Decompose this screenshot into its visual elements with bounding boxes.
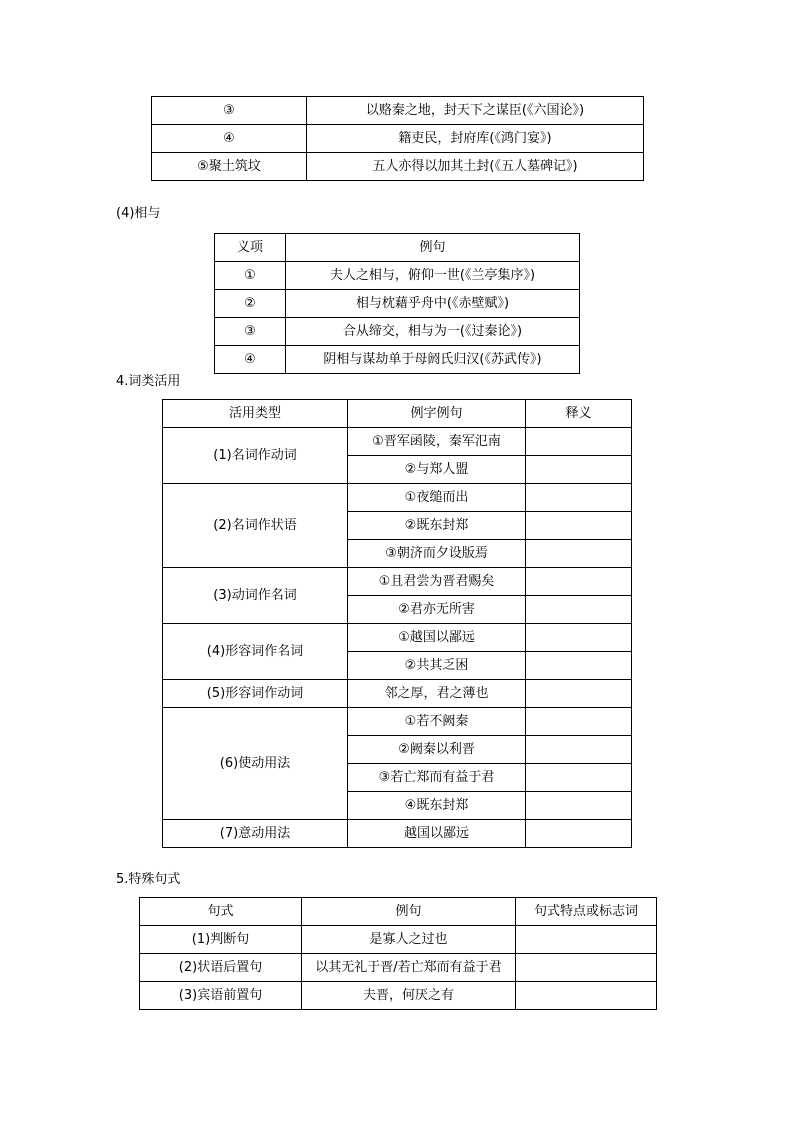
example-cell: 五人亦得以加其土封(《五人墓碑记》) [307, 153, 644, 181]
table-row [163, 568, 632, 596]
sense-cell: ④ [215, 346, 286, 374]
meaning-cell [526, 484, 632, 512]
word-usage-table [162, 399, 632, 848]
header-cell: 例句 [302, 898, 516, 926]
meaning-cell [526, 624, 632, 652]
table-row [163, 680, 632, 708]
table-row [152, 125, 644, 153]
example-cell: ①且君尝为晋君赐矣 [348, 568, 526, 596]
header-cell: 例字例句 [348, 400, 526, 428]
sense-table-feng [151, 96, 644, 181]
pattern-type-cell: (2)状语后置句 [140, 954, 302, 982]
table-row [215, 262, 580, 290]
meaning-cell [526, 764, 632, 792]
table-row [215, 318, 580, 346]
table-header-row [140, 898, 657, 926]
example-cell: 阴相与谋劫单于母阏氏归汉(《苏武传》) [286, 346, 580, 374]
feature-cell [516, 926, 657, 954]
example-cell: ①夜缒而出 [348, 484, 526, 512]
table-row [140, 926, 657, 954]
usage-type-cell: (1)名词作动词 [163, 428, 348, 484]
meaning-cell [526, 652, 632, 680]
usage-type-cell: (6)使动用法 [163, 708, 348, 820]
header-cell: 释义 [526, 400, 632, 428]
example-cell: 相与枕藉乎舟中(《赤壁赋》) [286, 290, 580, 318]
sense-cell: ⑤聚土筑坟 [152, 153, 307, 181]
table-row [163, 428, 632, 456]
example-cell: 以其无礼于晋/若亡郑而有益于君 [302, 954, 516, 982]
table-row [152, 153, 644, 181]
section-heading-jushi: 5.特殊句式 [116, 872, 181, 887]
sense-cell: ① [215, 262, 286, 290]
usage-type-cell: (2)名词作状语 [163, 484, 348, 568]
example-cell: 夫人之相与，俯仰一世(《兰亭集序》) [286, 262, 580, 290]
meaning-cell [526, 596, 632, 624]
example-cell: ③若亡郑而有益于君 [348, 764, 526, 792]
header-cell: 义项 [215, 234, 286, 262]
sense-cell: ④ [152, 125, 307, 153]
table-row [140, 954, 657, 982]
feature-cell [516, 954, 657, 982]
example-cell: 籍吏民，封府库(《鸿门宴》) [307, 125, 644, 153]
table-row [215, 290, 580, 318]
example-cell: ③朝济而夕设版焉 [348, 540, 526, 568]
table-header-row [163, 400, 632, 428]
example-cell: ②君亦无所害 [348, 596, 526, 624]
example-cell: ①越国以鄙远 [348, 624, 526, 652]
meaning-cell [526, 456, 632, 484]
pattern-type-cell: (3)宾语前置句 [140, 982, 302, 1010]
usage-type-cell: (5)形容词作动词 [163, 680, 348, 708]
example-cell: ②既东封郑 [348, 512, 526, 540]
sense-cell: ② [215, 290, 286, 318]
example-cell: 以赂秦之地，封天下之谋臣(《六国论》) [307, 97, 644, 125]
example-cell: ②共其乏困 [348, 652, 526, 680]
table-row [163, 708, 632, 736]
example-cell: ②阙秦以利晋 [348, 736, 526, 764]
meaning-cell [526, 736, 632, 764]
meaning-cell [526, 512, 632, 540]
header-cell: 句式特点或标志词 [516, 898, 657, 926]
table-row [152, 97, 644, 125]
meaning-cell [526, 428, 632, 456]
table-header-row [215, 234, 580, 262]
sentence-pattern-table [139, 897, 657, 1010]
table-row [163, 820, 632, 848]
meaning-cell [526, 568, 632, 596]
meaning-cell [526, 820, 632, 848]
example-cell: 合从缔交，相与为一(《过秦论》) [286, 318, 580, 346]
table-row [140, 982, 657, 1010]
table-row [163, 624, 632, 652]
pattern-type-cell: (1)判断句 [140, 926, 302, 954]
meaning-cell [526, 680, 632, 708]
usage-type-cell: (3)动词作名词 [163, 568, 348, 624]
example-cell: ①晋军函陵，秦军氾南 [348, 428, 526, 456]
header-cell: 活用类型 [163, 400, 348, 428]
table-row [163, 484, 632, 512]
sense-table-xiangyu [214, 233, 580, 374]
table-row [215, 346, 580, 374]
meaning-cell [526, 792, 632, 820]
example-cell: ④既东封郑 [348, 792, 526, 820]
example-cell: 邻之厚，君之薄也 [348, 680, 526, 708]
section-heading-huoyong: 4.词类活用 [116, 374, 181, 389]
section-heading-xiangyu: (4)相与 [116, 206, 161, 221]
sense-cell: ③ [152, 97, 307, 125]
example-cell: 越国以鄙远 [348, 820, 526, 848]
sense-cell: ③ [215, 318, 286, 346]
example-cell: 是寡人之过也 [302, 926, 516, 954]
example-cell: ②与郑人盟 [348, 456, 526, 484]
header-cell: 句式 [140, 898, 302, 926]
example-cell: ①若不阙秦 [348, 708, 526, 736]
meaning-cell [526, 540, 632, 568]
usage-type-cell: (4)形容词作名词 [163, 624, 348, 680]
example-cell: 夫晋，何厌之有 [302, 982, 516, 1010]
feature-cell [516, 982, 657, 1010]
meaning-cell [526, 708, 632, 736]
header-cell: 例句 [286, 234, 580, 262]
usage-type-cell: (7)意动用法 [163, 820, 348, 848]
